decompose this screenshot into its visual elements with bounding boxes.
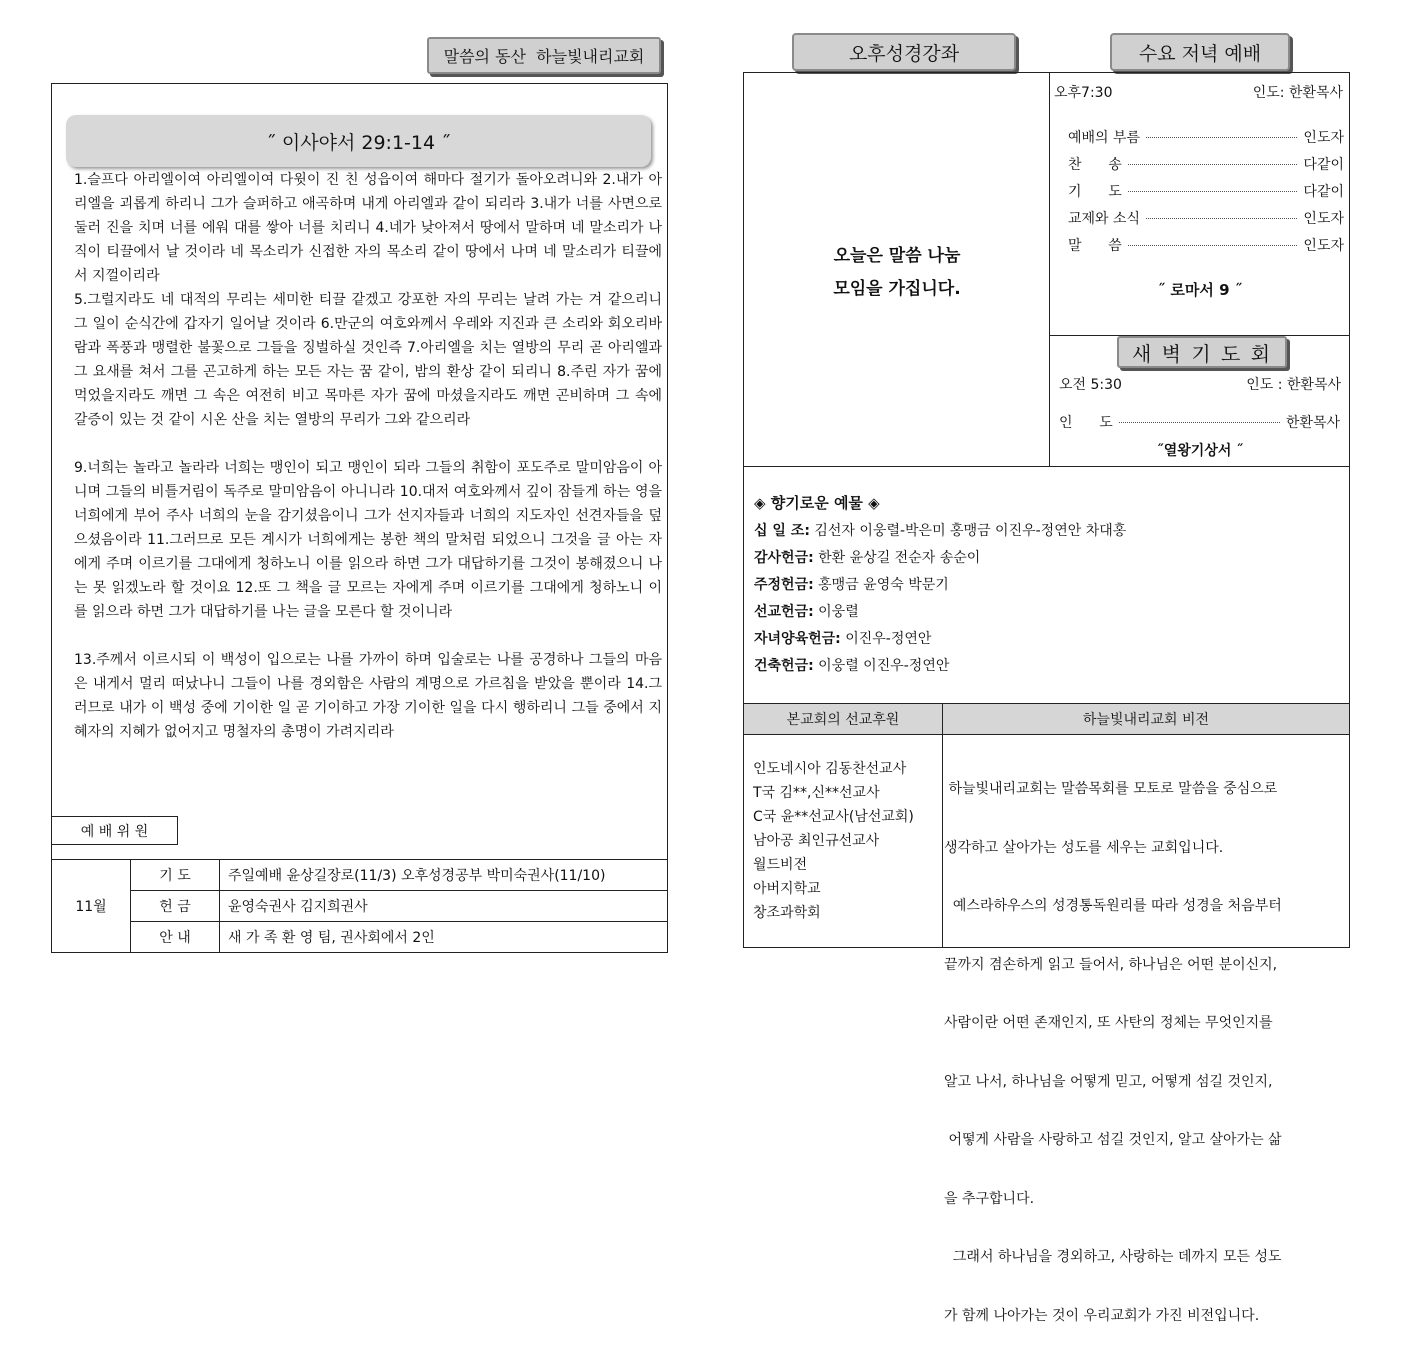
order-row: 예배의 부름 인도자 — [1068, 130, 1344, 146]
offering-line: 감사헌금: 한환 윤상길 전순자 송순이 — [754, 550, 981, 566]
duty-detail: 새 가 족 환 영 팀, 권사회에서 2인 — [220, 922, 668, 953]
divider — [942, 703, 943, 948]
duty-role: 안 내 — [131, 922, 220, 953]
vision-header: 하늘빛내리교회 비전 — [1082, 712, 1210, 728]
vision-line: 하늘빛내리교회는 말씀목회를 모토로 말씀을 중심으로 — [944, 781, 1278, 797]
wednesday-service-label: 수요 저녁 예배 — [1110, 33, 1290, 71]
vision-line: 생각하고 살아가는 성도를 세우는 교회입니다. — [944, 839, 1224, 856]
wednesday-time: 오후7:30 — [1054, 85, 1113, 101]
scripture-paragraph: 1.슬프다 아리엘이여 아리엘이여 다윗이 진 친 성읍이여 해마다 절기가 돌아오려니와 2.내가 아리엘을 괴롭게 하리니 그가 슬퍼하고 애곡하며 내게 아리엘과 같이 되리라 3.내가 너를 사면으로 둘러 진을 치며 너를 에워 대를 쌓아 너를 치리니 4.네가 낮아져서 땅에서 말하며 네 말소리가 나직이 티끌에서 날 것이라 네 목소리가 신접한 자의 목소리 같이 땅에서 나며 네 말소리가 티끌에서 지껄이리라 — [74, 172, 662, 284]
vision-line: 끝까지 겸손하게 읽고 들어서, 하나님은 어떤 분이신지, — [944, 956, 1278, 973]
offering-line: 건축헌금: 이웅렬 이진우-정연안 — [754, 658, 950, 674]
duty-role: 헌 금 — [131, 891, 220, 922]
offering-title: ◈ 향기로운 예물 ◈ — [754, 494, 880, 512]
committee-label: 예 배 위 원 — [51, 816, 178, 845]
divider — [743, 466, 1350, 467]
vision-line: 사람이란 어떤 존재인지, 또 사탄의 정체는 무엇인지를 — [944, 1015, 1273, 1031]
vision-text — [944, 741, 1346, 1346]
worship-order — [1068, 127, 1344, 262]
mission-item: 남아공 최인규선교사 — [753, 833, 880, 849]
offering-line: 주정헌금: 홍맹금 윤영숙 박문기 — [754, 577, 949, 593]
offering-line: 자녀양육헌금: 이진우-정연안 — [754, 631, 932, 647]
scripture-title: ˝ 이사야서 29:1-14 ˝ — [266, 131, 451, 154]
mission-item: T국 김**,신**선교사 — [753, 785, 880, 801]
vision-line: 가 함께 나아가는 것이 우리교회가 가진 비전입니다. — [944, 1307, 1260, 1324]
mission-item: 아버지학교 — [753, 881, 821, 897]
vision-line: 그래서 하나님을 경외하고, 사랑하는 데까지 모든 성도 — [944, 1249, 1282, 1265]
afternoon-study-label: 오후성경강좌 — [792, 33, 1016, 71]
mission-item: 인도네시아 김동찬선교사 — [753, 761, 907, 777]
divider — [1049, 72, 1050, 466]
afternoon-message: 오늘은 말씀 나눔 모임을 가집니다. — [833, 246, 961, 299]
missions-header: 본교회의 선교후원 — [786, 712, 900, 728]
order-row: 말 씀 인도자 — [1068, 238, 1344, 254]
missions-list — [753, 757, 914, 925]
order-row: 교제와 소식 인도자 — [1068, 211, 1344, 227]
scripture-title-banner — [66, 115, 651, 167]
offering-list — [754, 518, 1344, 680]
scripture-text — [74, 168, 662, 768]
vision-line: 어떻게 사람을 사랑하고 섬길 것인지, 알고 살아가는 삶 — [944, 1132, 1282, 1148]
dawn-time: 오전 5:30 — [1059, 377, 1122, 393]
wednesday-leader: 인도: 한환목사 — [1252, 85, 1343, 101]
vision-line: 알고 나서, 하나님을 어떻게 믿고, 어떻게 섬길 것인지, — [944, 1073, 1273, 1090]
scripture-paragraph: 9.너희는 놀라고 놀라라 너희는 맹인이 되고 맹인이 되라 그들의 취함이 포도주로 말미암음이 아니며 그들의 비틀거림이 독주로 말미암음이 아니니라 10.대저 여호와께서 깊이 잠들게 하는 영을 너희에게 부어 주사 너희의 눈을 감기셨음이니 그가 선지자들과 너희의 지도자인 선견자들을 덮으셨음이라 11.그러므로 모든 계시가 너희에게는 봉한 책의 말처럼 되었으니 그것을 글 아는 자에게 주며 이르기를 그대에게 청하노니 이를 읽으라 하면 그가 대답하기를 그것이 봉해졌으니 나는 못 읽겠노라 할 것이요 12.또 그 책을 글 모르는 자에게 주며 이르기를 그대에게 청하노니 이를 읽으라 하면 그가 대답하기를 나는 글을 모른다 할 것이니라 — [74, 460, 662, 620]
dawn-scripture: ˝열왕기상서 ˝ — [1156, 443, 1244, 459]
scripture-paragraph: 13.주께서 이르시되 이 백성이 입으로는 나를 가까이 하며 입술로는 나를 공경하나 그들의 마음은 내게서 멀리 떠났나니 그들이 나를 경외함은 사람의 계명으로 가르침을 받았을 뿐이라 14.그러므로 내가 이 백성 중에 기이한 일 곧 기이하고 가장 기이한 일을 다시 행하리니 그들 중에서 지혜자의 지혜가 없어지고 명철자의 총명이 가려지리라 — [74, 652, 662, 740]
order-row: 기 도 다같이 — [1068, 184, 1344, 200]
wednesday-scripture: ˝ 로마서 9 ˝ — [1157, 281, 1243, 299]
duty-table — [51, 859, 668, 953]
offering-line: 십 일 조: 김선자 이웅렬-박은미 홍맹금 이진우-정연안 차대홍 — [754, 523, 1127, 539]
duty-month: 11월 — [52, 860, 131, 953]
mission-item: 창조과학회 — [753, 905, 821, 921]
scripture-paragraph: 5.그럴지라도 네 대적의 무리는 세미한 티끌 같겠고 강포한 자의 무리는 날려 가는 겨 같으리니 그 일이 순식간에 갑자기 일어날 것이라 6.만군의 여호와께서 우레와 지진과 큰 소리와 회오리바람과 폭풍과 맹렬한 불꽃으로 그들을 징벌하실 것인즉 7.아리엘을 치는 열방의 무리 곧 아리엘과 그 요새를 쳐서 그를 곤고하게 하는 모든 자는 꿈 같이, 밤의 환상 같이 되리니 8.주린 자가 꿈에 먹었을지라도 깨면 그 속은 여전히 비고 목마른 자가 꿈에 마셨을지라도 깨면 곤비하며 그 속에 갈증이 있는 것 같이 시온 산을 치는 열방의 무리가 그와 같으리라 — [74, 292, 662, 428]
vision-line: 예스라하우스의 성경통독원리를 따라 성경을 처음부터 — [944, 898, 1282, 914]
duty-detail: 주일예배 윤상길장로(11/3) 오후성경공부 박미숙권사(11/10) — [220, 860, 668, 891]
mission-item: C국 윤**선교사(남선교회) — [753, 809, 914, 825]
duty-role: 기 도 — [131, 860, 220, 891]
vision-line: 을 추구합니다. — [944, 1190, 1035, 1207]
dawn-prayer-label: 새 벽 기 도 회 — [1117, 336, 1287, 368]
dawn-order — [1059, 412, 1340, 439]
mission-item: 월드비전 — [753, 857, 808, 873]
church-header-label: 말씀의 동산 하늘빛내리교회 — [427, 37, 661, 74]
offering-line: 선교헌금: 이웅렬 — [754, 604, 859, 620]
order-row: 인 도 한환목사 — [1059, 415, 1340, 431]
order-row: 찬 송 다같이 — [1068, 157, 1344, 173]
dawn-leader: 인도 : 한환목사 — [1246, 377, 1341, 393]
duty-detail: 윤영숙권사 김지희권사 — [220, 891, 668, 922]
